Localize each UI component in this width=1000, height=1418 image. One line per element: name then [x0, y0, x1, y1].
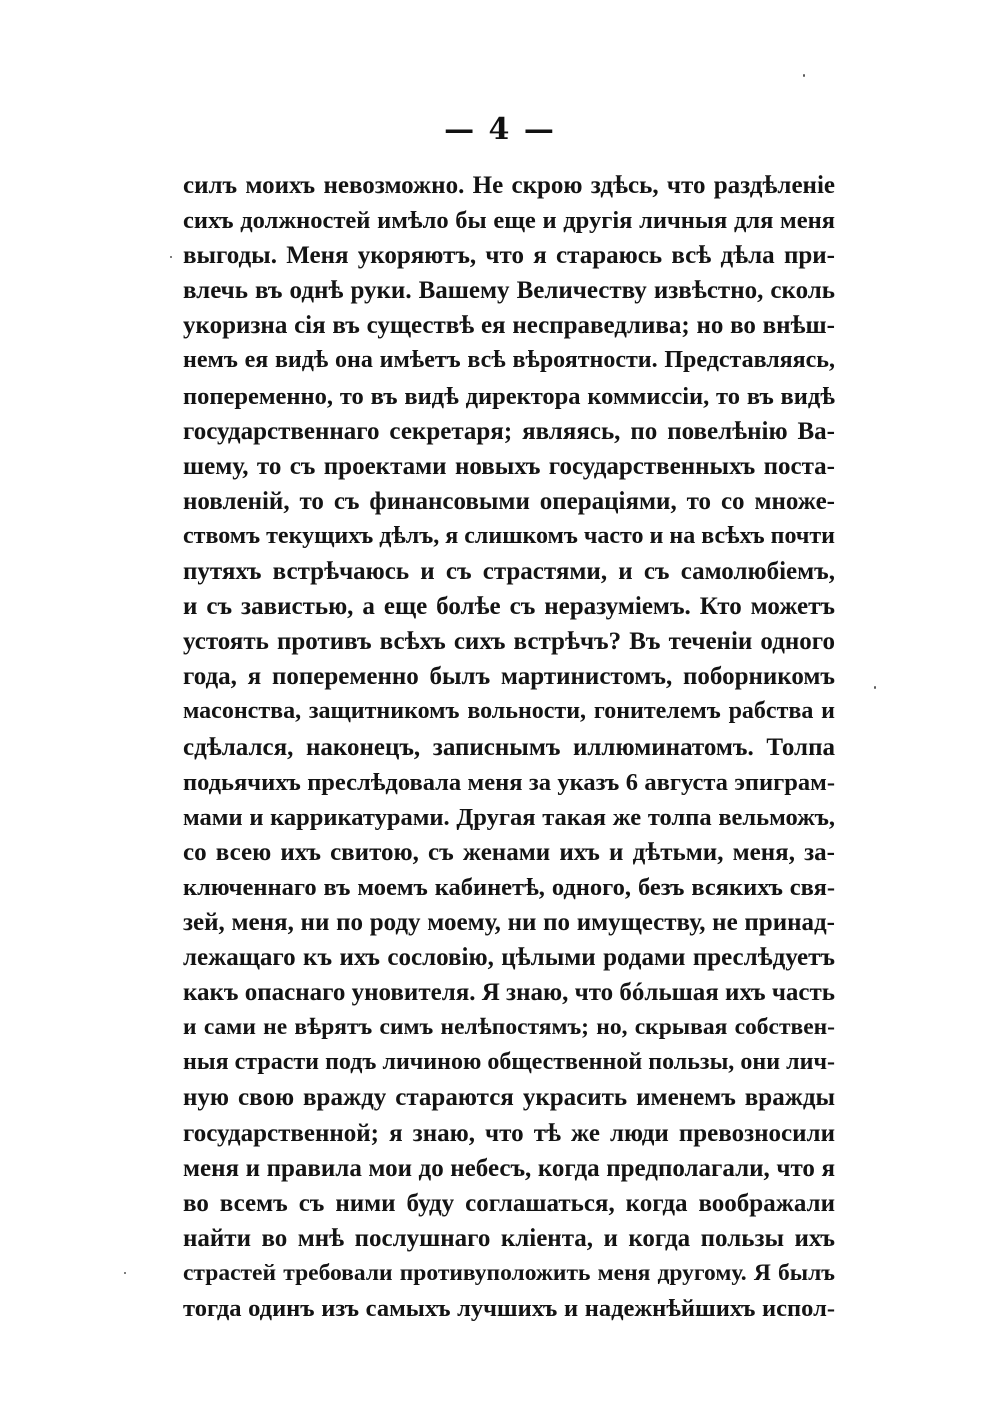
text-line: путяхъ встрѣчаюсь и съ страстями, и съ самолюбіемъ,	[183, 558, 835, 586]
text-line: года, я попеременно былъ мартинистомъ, поборникомъ	[183, 663, 835, 691]
scan-speck	[803, 74, 805, 77]
text-line: зей, меня, ни по роду моему, ни по имуществу, не принад-	[183, 908, 835, 936]
text-line: тогда одинъ изъ самыхъ лучшихъ и надежнѣйшихъ испол-	[183, 1295, 835, 1322]
body-text	[183, 168, 835, 1326]
text-line: во всемъ съ ними буду соглашаться, когда воображали	[183, 1189, 835, 1217]
text-line: укоризна сія въ существѣ ея несправедлива; но во внѣш-	[183, 312, 835, 340]
text-line: подьячихъ преслѣдовала меня за указъ 6 августа эпиграм-	[183, 768, 835, 796]
text-line: сдѣлался, наконецъ, записнымъ иллюминатомъ. Толпа	[183, 733, 835, 761]
text-line: ныя страсти подъ личиною общественной пользы, они лич-	[183, 1049, 835, 1076]
text-line: и сами не вѣрятъ симъ нелѣпостямъ; но, скрывая собствен-	[183, 1014, 835, 1041]
text-line: попеременно, то въ видѣ директора коммиссіи, то въ видѣ	[183, 382, 835, 410]
text-line: страстей требовали противуположить меня другому. Я былъ	[183, 1259, 835, 1286]
text-line: немъ ея видѣ она имѣетъ всѣ вѣроятности. Представляясь,	[183, 347, 835, 374]
text-line: государственнаго секретаря; являясь, по повелѣнію Ва-	[183, 417, 835, 445]
text-line: мами и каррикатурами. Другая такая же толпа вельможъ,	[183, 803, 835, 831]
text-line: ную свою вражду стараются украсить именемъ вражды	[183, 1084, 835, 1112]
text-line: и съ завистью, а еще болѣе съ неразуміемъ. Кто можетъ	[183, 593, 835, 621]
text-line: влечь въ однѣ руки. Вашему Величеству извѣстно, сколь	[183, 277, 835, 305]
text-line: выгоды. Меня укоряютъ, что я стараюсь всѣ дѣла при-	[183, 242, 835, 270]
text-line: ствомъ текущихъ дѣлъ, я слишкомъ часто и на всѣхъ почти	[183, 522, 835, 549]
text-line: государственной; я знаю, что тѣ же люди превозносили	[183, 1119, 835, 1147]
text-line: найти во мнѣ послушнаго кліента, и когда пользы ихъ	[183, 1224, 835, 1252]
text-line: ключеннаго въ моемъ кабинетѣ, одного, безъ всякихъ свя-	[183, 873, 835, 901]
scan-speck	[124, 1272, 126, 1274]
scan-speck	[874, 686, 876, 689]
text-line: шему, то съ проектами новыхъ государственныхъ поста-	[183, 452, 835, 480]
text-line: сихъ должностей имѣло бы еще и другія личныя для меня	[183, 207, 835, 235]
scan-speck	[170, 256, 172, 258]
text-line: лежащаго къ ихъ сословію, цѣлыми родами преслѣдуетъ	[183, 944, 835, 972]
text-line: силъ моихъ невозможно. Не скрою здѣсь, что раздѣленіе	[183, 172, 835, 199]
text-line: устоять противъ всѣхъ сихъ встрѣчъ? Въ теченіи одного	[183, 628, 835, 656]
text-line: меня и правила мои до небесъ, когда предполагали, что я	[183, 1154, 835, 1182]
text-line: новленій, то съ финансовыми операціями, то со множе-	[183, 487, 835, 515]
page-number: — 4 —	[444, 112, 556, 147]
text-line: масонства, защитникомъ вольности, гонителемъ рабства и	[183, 698, 835, 725]
text-line: какъ опаснаго уновителя. Я знаю, что бóльшая ихъ часть	[183, 979, 835, 1007]
text-line: со всею ихъ свитою, съ женами ихъ и дѣтьми, меня, за-	[183, 838, 835, 866]
